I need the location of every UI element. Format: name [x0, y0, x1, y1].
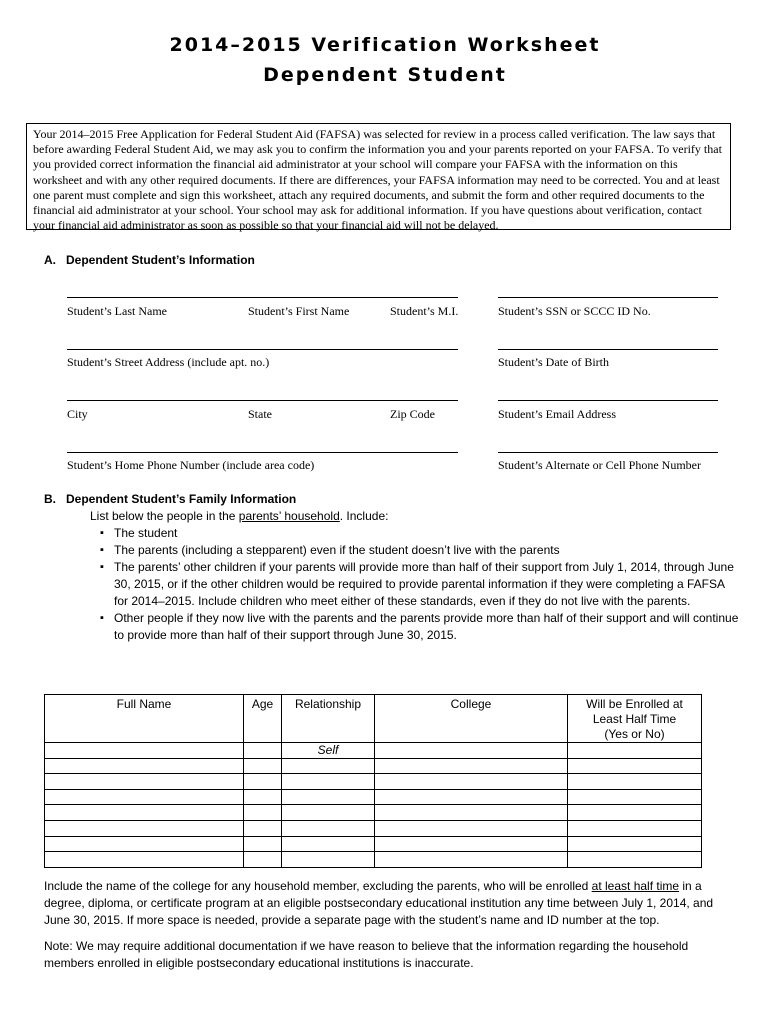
cell[interactable] [244, 774, 282, 790]
ssn-label: Student’s SSN or SCCC ID No. [498, 304, 651, 318]
table-row [45, 743, 702, 759]
cell[interactable] [282, 852, 375, 868]
dob-line[interactable] [498, 349, 718, 350]
cell[interactable] [244, 836, 282, 852]
zip-label: Zip Code [390, 407, 435, 421]
col-enrolled [568, 695, 702, 743]
col-full-name: Full Name [45, 695, 244, 743]
home-phone-line[interactable] [67, 452, 458, 453]
dob-label: Student’s Date of Birth [498, 355, 609, 369]
cell[interactable] [45, 774, 244, 790]
cell[interactable] [568, 852, 702, 868]
table-row [45, 836, 702, 852]
section-b-intro [90, 508, 740, 525]
cell[interactable] [45, 789, 244, 805]
cell[interactable] [244, 852, 282, 868]
street-address-label: Student’s Street Address (include apt. no.) [67, 355, 270, 369]
section-b-header [44, 492, 296, 506]
list-item: ▪ The parents (including a stepparent) even if the student doesn’t live with the parents [100, 542, 740, 559]
cell[interactable] [45, 852, 244, 868]
student-ssn-line[interactable] [498, 297, 718, 298]
city-state-zip-line[interactable] [67, 400, 458, 401]
section-a-letter: A. [44, 253, 56, 267]
last-name-label: Student’s Last Name [67, 304, 167, 318]
cell[interactable] [282, 789, 375, 805]
mi-label: Student’s M.I. [390, 304, 459, 318]
list-item: ▪ The parents’ other children if your parents will provide more than half of their support from July 1, 2014, through June 30, 2015, or if the other children would be required to provide parental information if they were completing a FAFSA for 2014–2015. Include children who meet either of these standards, even if they do not live with the parents. [100, 559, 740, 610]
cell[interactable] [375, 774, 568, 790]
cell[interactable] [568, 743, 702, 759]
cell[interactable] [375, 852, 568, 868]
table-row [45, 774, 702, 790]
col-college: College [375, 695, 568, 743]
cell[interactable] [45, 820, 244, 836]
section-a-header [44, 253, 255, 267]
self-cell [282, 743, 375, 759]
list-item: ▪ The student [100, 525, 740, 542]
cell[interactable] [45, 743, 244, 759]
cell[interactable] [244, 805, 282, 821]
table-row [45, 805, 702, 821]
section-a-title: Dependent Student’s Information [66, 253, 255, 267]
college-instructions [44, 878, 734, 929]
table-row [45, 789, 702, 805]
cell[interactable] [244, 820, 282, 836]
include-list [100, 525, 740, 644]
cell[interactable] [244, 743, 282, 759]
cell[interactable] [375, 789, 568, 805]
cell[interactable] [375, 743, 568, 759]
cell[interactable] [282, 836, 375, 852]
section-b-intro-post: . Include: [339, 509, 389, 523]
household-table [44, 694, 702, 868]
table-row [45, 852, 702, 868]
list-item: ▪ Other people if they now live with the parents and the parents provide more than half of their support and will continue to provide more than half of their support through June 30, 2015. [100, 610, 740, 644]
self-label: Self [317, 743, 339, 758]
table-row [45, 758, 702, 774]
cell[interactable] [568, 836, 702, 852]
cell[interactable] [568, 774, 702, 790]
table-header-row [45, 695, 702, 743]
cell[interactable] [375, 758, 568, 774]
section-b-letter: B. [44, 492, 56, 506]
home-phone-label: Student’s Home Phone Number (include area code) [67, 458, 315, 472]
section-b-intro-pre: List below the people in the [90, 509, 239, 523]
cell[interactable] [244, 789, 282, 805]
cell[interactable] [568, 820, 702, 836]
table-row [45, 820, 702, 836]
city-label: City [67, 407, 88, 421]
col-enrolled-line1: Will be Enrolled at [586, 697, 683, 711]
cell[interactable] [282, 820, 375, 836]
college-instructions-pre: Include the name of the college for any household member, excluding the parents, who will be enrolled [44, 879, 592, 893]
section-b-intro-link: parents’ household [238, 509, 340, 523]
cell[interactable] [282, 805, 375, 821]
page-title: 2014–2015 Verification Worksheet [169, 34, 601, 56]
student-name-line[interactable] [67, 297, 458, 298]
cell[interactable] [45, 836, 244, 852]
intro-box: Your 2014–2015 Free Application for Federal Student Aid (FAFSA) was selected for review in a process called verification. The law says that before awarding Federal Student Aid, we may ask you to confirm the information you and your parents reported on your FAFSA. To verify that you provided correct information the financial aid administrator at your school will compare your FAFSA with the information on this worksheet and with any other required documents. If there are differences, your FAFSA information may need to be corrected. You and at least one parent must complete and sign this worksheet, attach any required documents, and submit the form and other required documents to the financial aid administrator at your school. Your school may ask for additional information. If you have questions about verification, contact your financial aid administrator as soon as possible so that your financial aid will not be delayed. [26, 123, 731, 230]
section-b-title: Dependent Student’s Family Information [66, 492, 297, 506]
cell[interactable] [244, 758, 282, 774]
cell[interactable] [282, 758, 375, 774]
documentation-note: Note: We may require additional documentation if we have reason to believe that the information regarding the household members enrolled in eligible postsecondary educational institutions is inaccurate. [44, 939, 689, 970]
half-time-text: at least half time [591, 879, 680, 893]
cell[interactable] [568, 789, 702, 805]
cell[interactable] [375, 805, 568, 821]
page-subtitle: Dependent Student [263, 64, 507, 86]
first-name-label: Student’s First Name [248, 304, 350, 318]
college-instructions-post: in a degree, diploma, or certificate program at an eligible postsecondary educational institution any time between July 1, 2014, and June 30, 2015. If more space is needed, provide a separate page with the student’s name and ID number at the top. [44, 879, 714, 927]
email-line[interactable] [498, 400, 718, 401]
street-address-line[interactable] [67, 349, 458, 350]
cell[interactable] [282, 774, 375, 790]
cell[interactable] [568, 758, 702, 774]
col-relationship: Relationship [282, 695, 375, 743]
state-label: State [248, 407, 272, 421]
cell[interactable] [375, 836, 568, 852]
cell[interactable] [375, 820, 568, 836]
col-age: Age [244, 695, 282, 743]
alt-phone-line[interactable] [498, 452, 718, 453]
alt-phone-label: Student’s Alternate or Cell Phone Number [498, 458, 701, 472]
col-enrolled-line3: (Yes or No) [604, 727, 665, 741]
email-label: Student’s Email Address [498, 407, 616, 421]
col-enrolled-line2: Least Half Time [592, 712, 677, 726]
cell[interactable] [45, 758, 244, 774]
cell[interactable] [45, 805, 244, 821]
cell[interactable] [568, 805, 702, 821]
